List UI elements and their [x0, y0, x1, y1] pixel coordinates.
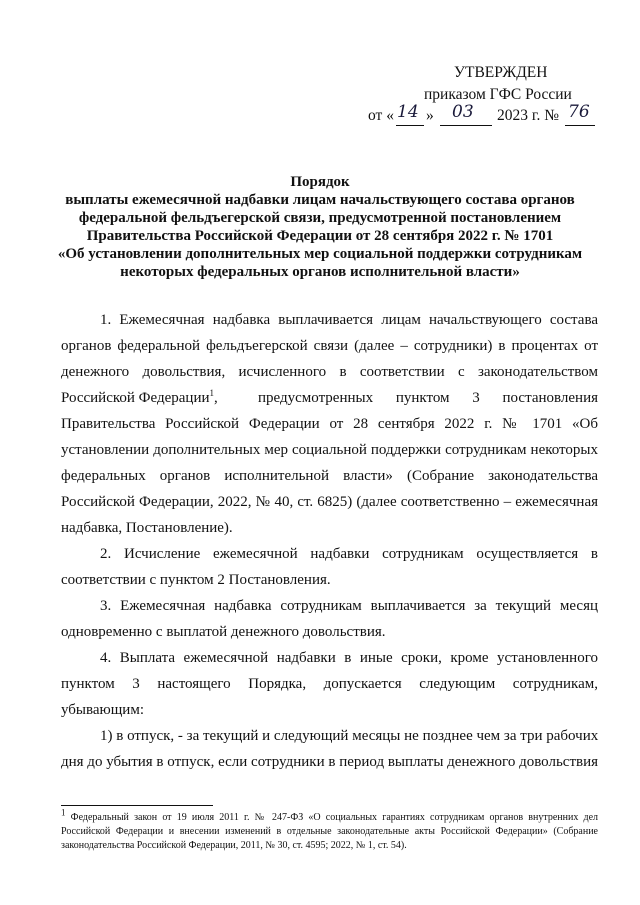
month-underline [440, 125, 492, 126]
approval-quote-close: » [426, 107, 434, 124]
approval-date-prefix: от « [368, 107, 394, 124]
number-underline [565, 125, 595, 126]
paragraph-1-line: предусмотренных пунктом 3 постановления [258, 390, 598, 406]
footnote-mark: 1 [61, 807, 66, 818]
paragraph-5-line: 1) в отпуск, - за текущий и следующий месяцы не позднее чем за три рабочих [100, 728, 599, 744]
paragraph-1-line: федеральных органов исполнительной власти» (Собрание законодательства [61, 468, 598, 484]
paragraph-1-line: Правительства Российской Федерации от 28 сентября 2022 г. № 1701 «Об [61, 416, 598, 432]
paragraph-5-line: дня до убытия в отпуск, если сотрудники в период выплаты денежного довольствия [61, 754, 599, 770]
doc-title: Порядок [290, 174, 350, 190]
paragraph-1-line: 1. Ежемесячная надбавка выплачивается лицам начальствующего состава [100, 312, 598, 328]
paragraph-1-line: денежного довольствия, исчисленного в соответствии с законодательством [61, 364, 598, 380]
paragraph-1-line: органов федеральной фельдъегерской связи (далее – сотрудники) в процентах от [61, 338, 598, 354]
approval-month: 03 [452, 102, 474, 122]
approval-year: 2023 г. № [497, 107, 560, 124]
footnote-line: $^1$ Федеральный закон от 19 июля 2011 г. № 247-ФЗ «О социальных гарантиях сотрудникам органов внутренних дел [61, 807, 599, 823]
approval-status: УТВЕРЖДЕН [454, 64, 548, 81]
paragraph-1-line: установлении дополнительных мер социальной поддержки сотрудникам некоторых [61, 442, 598, 458]
doc-subtitle-line: некоторых федеральных органов исполнительной власти» [120, 264, 520, 280]
approval-day: 14 [397, 102, 419, 122]
doc-subtitle-line: федеральной фельдъегерской связи, предусмотренной постановлением [78, 210, 562, 226]
paragraph-1-line: Российской Федерации, 2022, № 40, ст. 6825) (далее соответственно – ежемесячная [61, 494, 598, 510]
footnote-line: Российской Федерации и внесении изменений в отдельные законодательные акты Российской Федерации» (Собрание [61, 826, 598, 837]
approval-order-ref: приказом ГФС России [424, 86, 572, 103]
footnote-ref: 1 [209, 388, 215, 398]
paragraph-1-line: надбавка, Постановление). [61, 520, 233, 536]
approval-number: 76 [568, 102, 590, 122]
paragraph-1-line: Российской Федерации$^1$, [61, 388, 218, 406]
doc-subtitle-line: Правительства Российской Федерации от 28 сентября 2022 г. № 1701 [86, 228, 554, 244]
footnote-line: законодательства Российской Федерации, 2011, № 30, ст. 4595; 2022, № 1, ст. 54). [61, 840, 407, 851]
footnote-divider [61, 805, 213, 806]
paragraph-4-line: 4. Выплата ежемесячной надбавки в иные сроки, кроме установленного [100, 650, 598, 666]
paragraph-4-line: пунктом 3 настоящего Порядка, допускается следующим сотрудникам, [61, 676, 598, 692]
paragraph-2-line: 2. Исчисление ежемесячной надбавки сотрудникам осуществляется в [100, 546, 598, 562]
day-underline [396, 125, 424, 126]
paragraph-2-line: соответствии с пунктом 2 Постановления. [61, 572, 331, 588]
paragraph-3-line: одновременно с выплатой денежного довольствия. [61, 624, 386, 640]
doc-subtitle-line: «Об установлении дополнительных мер социальной поддержки сотрудникам [57, 246, 583, 262]
paragraph-4-line: убывающим: [61, 702, 144, 718]
doc-subtitle-line: выплаты ежемесячной надбавки лицам начальствующего состава органов [65, 192, 575, 208]
paragraph-3-line: 3. Ежемесячная надбавка сотрудникам выплачивается за текущий месяц [100, 598, 598, 614]
